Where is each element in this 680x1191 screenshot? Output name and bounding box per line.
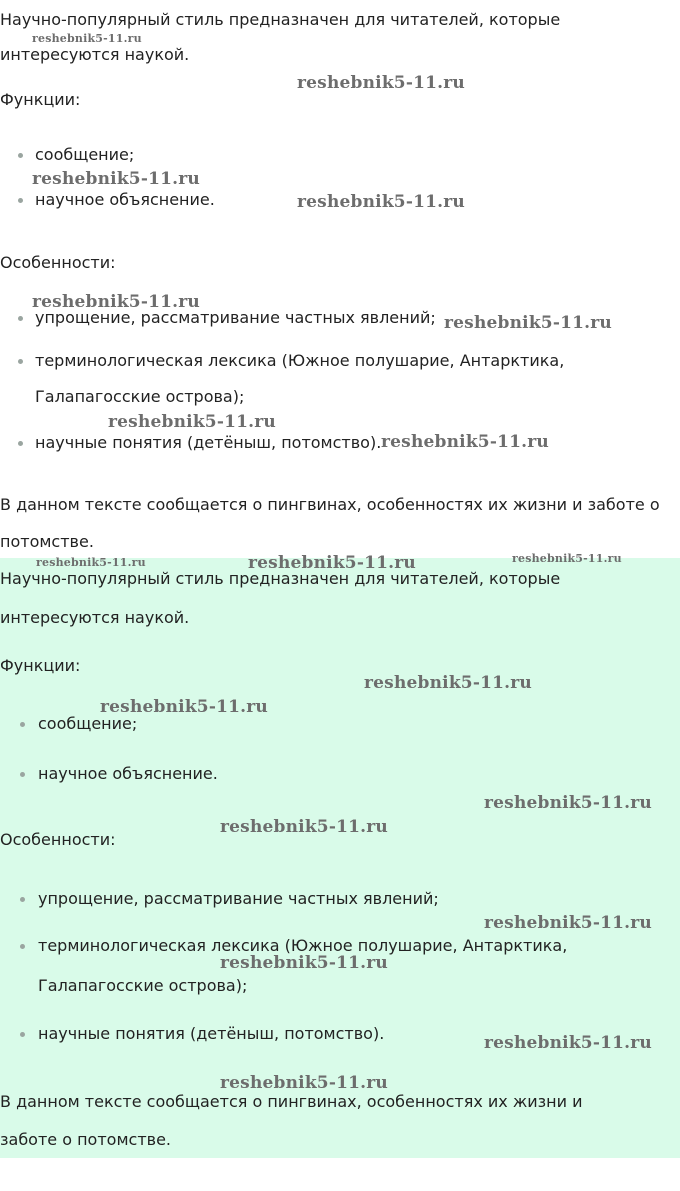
functions-heading: Функции: bbox=[0, 656, 81, 675]
watermark: reshebnik5-11.ru bbox=[248, 553, 416, 573]
watermark: reshebnik5-11.ru bbox=[381, 432, 549, 452]
function-item: научное объяснение. bbox=[35, 190, 215, 209]
watermark: reshebnik5-11.ru bbox=[484, 793, 652, 813]
intro-line-2: интересуются наукой. bbox=[0, 45, 190, 64]
function-item: сообщение; bbox=[35, 145, 135, 164]
watermark: reshebnik5-11.ru bbox=[220, 953, 388, 973]
features-heading: Особенности: bbox=[0, 830, 116, 849]
conclusion-line-2: потомстве. bbox=[0, 532, 94, 551]
text-block-highlighted bbox=[0, 558, 680, 1158]
functions-heading: Функции: bbox=[0, 90, 81, 109]
bullet-icon bbox=[20, 897, 25, 902]
bullet-icon bbox=[18, 153, 23, 158]
function-item: сообщение; bbox=[38, 714, 138, 733]
feature-item: научные понятия (детёныш, потомство). bbox=[35, 433, 382, 452]
watermark: reshebnik5-11.ru bbox=[512, 552, 622, 565]
watermark: reshebnik5-11.ru bbox=[32, 169, 200, 189]
watermark: reshebnik5-11.ru bbox=[220, 817, 388, 837]
watermark: reshebnik5-11.ru bbox=[36, 556, 146, 569]
bullet-icon bbox=[18, 316, 23, 321]
watermark: reshebnik5-11.ru bbox=[220, 1073, 388, 1093]
watermark: reshebnik5-11.ru bbox=[108, 412, 276, 432]
intro-line-1: Научно-популярный стиль предназначен для читателей, которые bbox=[0, 569, 561, 588]
watermark: reshebnik5-11.ru bbox=[484, 913, 652, 933]
feature-item: терминологическая лексика (Южное полушарие, Антарктика, bbox=[35, 351, 565, 370]
feature-item: упрощение, рассматривание частных явлений; bbox=[35, 308, 436, 327]
watermark: reshebnik5-11.ru bbox=[444, 313, 612, 333]
bullet-icon bbox=[18, 441, 23, 446]
watermark: reshebnik5-11.ru bbox=[297, 192, 465, 212]
bullet-icon bbox=[20, 944, 25, 949]
bullet-icon bbox=[20, 772, 25, 777]
feature-item: научные понятия (детёныш, потомство). bbox=[38, 1024, 385, 1043]
conclusion-line-2: заботе о потомстве. bbox=[0, 1130, 171, 1149]
feature-item: терминологическая лексика (Южное полушарие, Антарктика, bbox=[38, 936, 568, 955]
bullet-icon bbox=[20, 722, 25, 727]
watermark: reshebnik5-11.ru bbox=[100, 697, 268, 717]
features-heading: Особенности: bbox=[0, 253, 116, 272]
watermark: reshebnik5-11.ru bbox=[297, 73, 465, 93]
intro-line-1: Научно-популярный стиль предназначен для читателей, которые bbox=[0, 10, 561, 29]
watermark: reshebnik5-11.ru bbox=[364, 673, 532, 693]
conclusion-line-1: В данном тексте сообщается о пингвинах, особенностях их жизни и заботе о bbox=[0, 495, 660, 514]
watermark: reshebnik5-11.ru bbox=[32, 32, 142, 45]
bullet-icon bbox=[18, 198, 23, 203]
feature-item-continuation: Галапагосские острова); bbox=[35, 387, 245, 406]
bullet-icon bbox=[18, 359, 23, 364]
watermark: reshebnik5-11.ru bbox=[32, 292, 200, 312]
function-item: научное объяснение. bbox=[38, 764, 218, 783]
feature-item: упрощение, рассматривание частных явлений; bbox=[38, 889, 439, 908]
watermark: reshebnik5-11.ru bbox=[484, 1033, 652, 1053]
feature-item-continuation: Галапагосские острова); bbox=[38, 976, 248, 995]
intro-line-2: интересуются наукой. bbox=[0, 608, 190, 627]
bullet-icon bbox=[20, 1032, 25, 1037]
conclusion-line-1: В данном тексте сообщается о пингвинах, особенностях их жизни и bbox=[0, 1092, 583, 1111]
